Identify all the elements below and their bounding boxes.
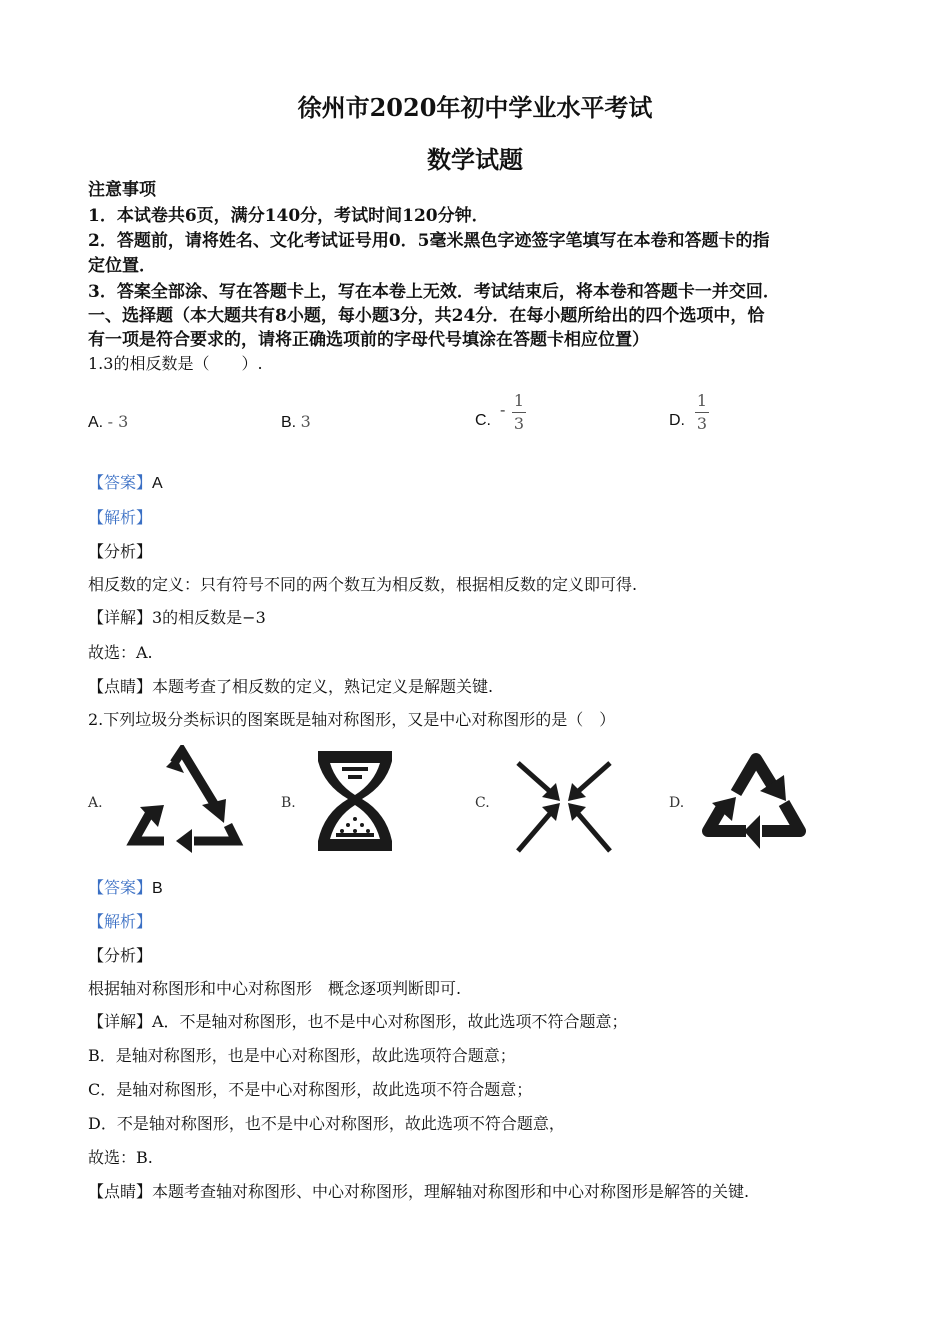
q1-fenxi-text: 相反数的定义：只有符号不同的两个数互为相反数，根据相反数的定义即可得. — [88, 575, 638, 594]
fraction-bar — [695, 412, 709, 413]
notice-item-2: 2．答题前，请将姓名、文化考试证号用0．5毫米黑色字迹签字笔填写在本卷和答题卡的指 — [88, 231, 770, 251]
q2-option-d-label: D. — [669, 795, 685, 811]
q1-analysis-tag: 【解析】 — [88, 508, 153, 527]
q1-option-d-numerator: 1 — [696, 391, 708, 410]
notice-item-3: 3．答案全部涂、写在答题卡上，写在本卷上无效．考试结束后，将本卷和答题卡一并交回． — [88, 282, 780, 302]
q2-fenxi: 【分析】 — [88, 946, 153, 965]
q1-option-d — [669, 412, 685, 430]
q1-stem: 1.3的相反数是（ ）. — [88, 354, 263, 373]
q2-option-c-label: C. — [475, 795, 490, 811]
q1-answer-value: A — [152, 475, 163, 492]
q1-option-d-label: D. — [669, 412, 685, 429]
q2-analysis-tag: 【解析】 — [88, 912, 153, 931]
q1-option-d-fraction — [694, 391, 710, 434]
q1-choose: 故选：A. — [88, 643, 153, 662]
q1-fenxi: 【分析】 — [88, 542, 153, 561]
q2-detail-a: 【详解】A．不是轴对称图形，也不是中心对称图形，故此选项不符合题意； — [88, 1012, 628, 1031]
q2-detail-d: D．不是轴对称图形，也不是中心对称图形，故此选项不符合题意， — [88, 1114, 565, 1133]
q1-option-c — [475, 412, 491, 430]
exam-subtitle: 数学试题 — [427, 145, 523, 174]
recycle-triangle-icon — [124, 745, 244, 857]
recycle-symbol-icon — [700, 745, 808, 859]
q1-option-b-label: B. — [281, 414, 297, 431]
q1-detail: 【详解】3的相反数是−3 — [88, 608, 266, 627]
q2-fenxi-text: 根据轴对称图形和中心对称图形 概念逐项判断即可. — [88, 979, 462, 998]
q1-option-a-label: A. — [88, 414, 104, 431]
q1-option-c-denominator: 3 — [513, 414, 525, 433]
notice-item-1: 1．本试卷共6页，满分140分，考试时间120分钟． — [88, 206, 489, 226]
hourglass-icon — [312, 745, 398, 857]
q2-comment: 【点睛】本题考查轴对称图形、中心对称图形，理解轴对称图形和中心对称图形是解答的关键. — [88, 1182, 750, 1201]
q2-answer-value: B — [152, 880, 163, 897]
q2-stem: 2.下列垃圾分类标识的图案既是轴对称图形，又是中心对称图形的是（ ） — [88, 710, 616, 729]
q1-option-a — [88, 412, 128, 432]
q1-option-c-fraction — [511, 391, 527, 434]
q1-option-b — [281, 412, 311, 432]
compress-arrows-icon — [512, 745, 616, 857]
answer-tag: 【答案】 — [88, 878, 153, 897]
q1-option-a-value: - 3 — [107, 412, 129, 431]
section-heading: 一、选择题（本大题共有8小题，每小题3分，共24分．在每小题所给出的四个选项中，恰 — [88, 306, 765, 326]
q1-answer — [88, 471, 868, 496]
q1-comment: 【点睛】本题考查了相反数的定义，熟记定义是解题关键. — [88, 677, 494, 696]
answer-tag: 【答案】 — [88, 473, 153, 492]
q2-choose: 故选：B. — [88, 1148, 153, 1167]
notice-item-2-cont: 定位置． — [88, 256, 156, 276]
q2-option-a-label: A. — [88, 795, 103, 811]
q1-option-c-numerator: 1 — [513, 391, 525, 410]
section-heading-cont: 有一项是符合要求的，请将正确选项前的字母代号填涂在答题卡相应位置） — [88, 330, 649, 350]
fraction-bar — [512, 412, 526, 413]
q2-detail-b: B．是轴对称图形，也是中心对称图形，故此选项符合题意； — [88, 1046, 516, 1065]
q2-detail-c: C．是轴对称图形，不是中心对称图形，故此选项不符合题意； — [88, 1080, 533, 1099]
q2-option-b-label: B. — [281, 795, 296, 811]
q1-option-b-value: 3 — [300, 412, 311, 431]
q1-option-c-label: C. — [475, 412, 491, 429]
q1-option-d-denominator: 3 — [696, 414, 708, 433]
notice-heading: 注意事项 — [88, 180, 156, 200]
exam-title: 徐州市2020年初中学业水平考试 — [297, 93, 653, 122]
q1-option-c-sign: - — [500, 400, 506, 419]
q2-answer — [88, 876, 868, 901]
